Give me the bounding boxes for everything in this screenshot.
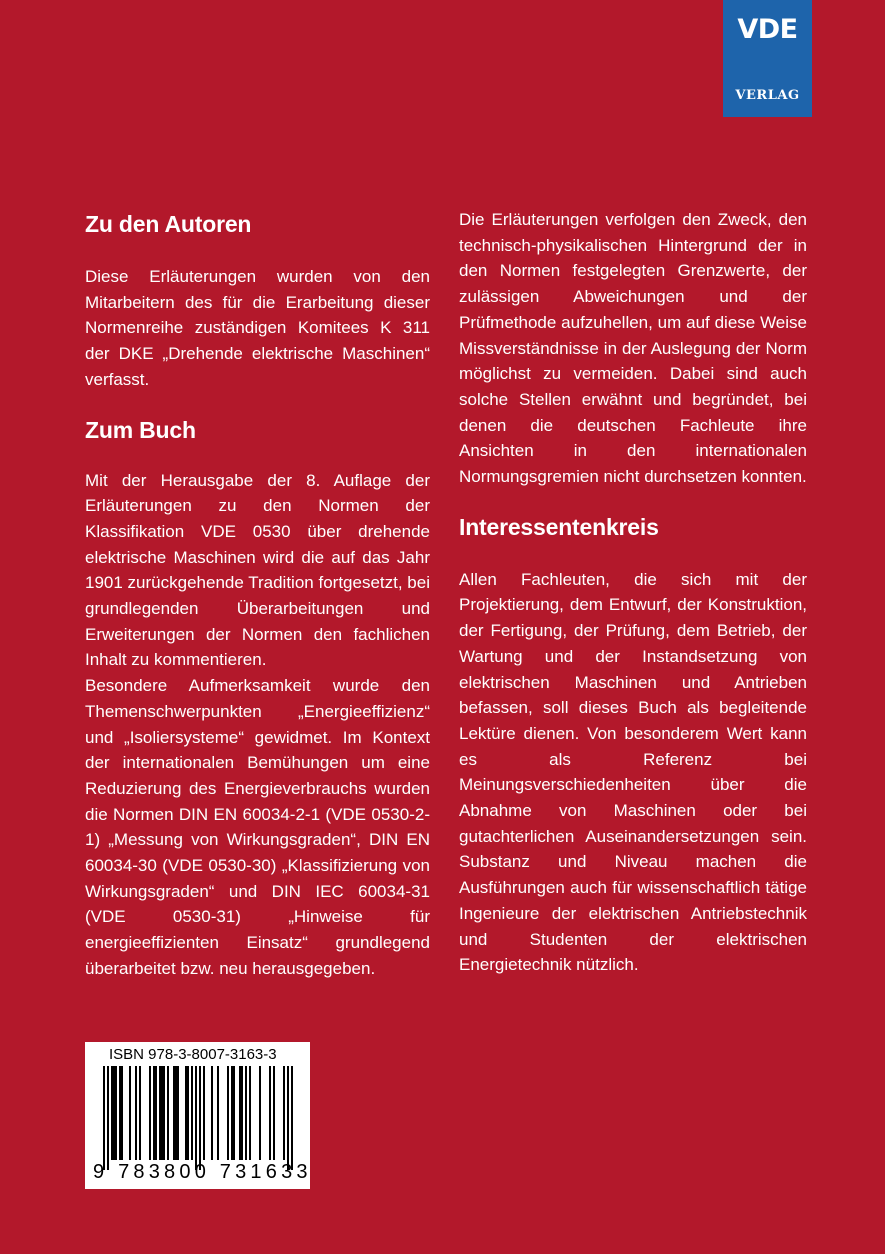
barcode-bar: [187, 1066, 189, 1160]
barcode-bar: [231, 1066, 233, 1160]
left-column: [85, 205, 430, 982]
barcode-bar: [113, 1066, 115, 1160]
barcode-bar: [217, 1066, 219, 1160]
right-column: [459, 207, 807, 978]
barcode-bar: [269, 1066, 271, 1160]
barcode-bar: [185, 1066, 187, 1160]
barcode-bar: [135, 1066, 137, 1160]
barcode-bar: [103, 1066, 105, 1170]
paragraph-buch-2: Besondere Aufmerksamkeit wurde den Themenschwerpunkten „Energieeffizienz“ und „Isoliersysteme“ gewidmet. Im Kontext der internationalen Bemühungen um eine Reduzierung des Energieverbrauchs wurden die Normen DIN EN 60034-2-1 (VDE 0530-2-1) „Messung von Wirkungsgraden“, DIN EN 60034-30 (VDE 0530-30) „Klassifizierung von Wirkungsgraden“ und DIN IEC 60034-31 (VDE 0530-31) „Hinweise für energieeffizienten Einsatz“ grundlegend überarbeitet bzw. neu herausgegeben.: [85, 676, 430, 978]
heading-zum-buch: Zum Buch: [85, 416, 196, 443]
barcode-bar: [119, 1066, 121, 1160]
barcode-bar: [167, 1066, 169, 1160]
paragraph-interessentenkreis: Allen Fachleuten, die sich mit der Projektierung, dem Entwurf, der Konstruktion, der Fertigung, der Prüfung, dem Betrieb, der Wartung und der Instandsetzung von elektrischen Maschinen und Antrieben befassen, soll dieses Buch als begleitende Lektüre dienen. Von besonderem Wert kann es als Referenz bei Meinungsverschiedenheiten über die Abnahme von Maschinen oder bei gutachterlichen Auseinandersetzungen sein. Substanz und Niveau machen die Ausführungen auch für wissenschaftlich tätige Ingenieure der elektrischen Antriebstechnik und Studenten der elektrischen Energietechnik nützlich.: [459, 569, 807, 975]
barcode-bar: [163, 1066, 165, 1160]
barcode-bar: [107, 1066, 109, 1170]
barcode-bar: [233, 1066, 235, 1160]
barcode-bar: [149, 1066, 151, 1160]
heading-interessentenkreis: Interessentenkreis: [459, 513, 659, 540]
barcode-bar: [249, 1066, 251, 1160]
barcode-bar: [129, 1066, 131, 1160]
barcode-bar: [199, 1066, 201, 1170]
barcode-bar: [191, 1066, 193, 1160]
barcode-bar: [175, 1066, 177, 1160]
vde-verlag-logo: [723, 0, 812, 117]
barcode-bar: [211, 1066, 213, 1160]
barcode-bar: [227, 1066, 229, 1160]
isbn-barcode: [85, 1042, 310, 1189]
barcode-bar: [121, 1066, 123, 1160]
barcode-bar: [161, 1066, 163, 1160]
logo-verlag-text: VERLAG: [735, 88, 800, 103]
barcode-bar: [241, 1066, 243, 1160]
logo-vde-text: VDE: [737, 14, 798, 45]
barcode-bar: [159, 1066, 161, 1160]
isbn-label: ISBN 978-3-8007-3163-3: [109, 1046, 277, 1063]
barcode-bar: [245, 1066, 247, 1160]
barcode-bar: [259, 1066, 261, 1160]
barcode-bar: [287, 1066, 289, 1170]
barcode-bar: [139, 1066, 141, 1160]
barcode-bar: [177, 1066, 179, 1160]
paragraph-erlaeuterungen: Die Erläuterungen verfolgen den Zweck, den technisch-physikalischen Hintergrund der in den Normen festgelegten Grenzwerte, der zulässigen Abweichungen und der Prüfmethode aufzuhellen, um auf diese Weise Missverständnisse in der Auslegung der Norm möglichst zu vermeiden. Dabei sind auch solche Stellen erwähnt und begründet, bei denen die deutschen Fachleute ihre Ansichten in den internationalen Normungsgremien nicht durchsetzen konnten.: [459, 210, 807, 487]
barcode-bar: [173, 1066, 175, 1160]
barcode-digits: 9 783800 731633: [93, 1161, 312, 1183]
barcode-bar: [283, 1066, 285, 1160]
barcode-bar: [153, 1066, 155, 1160]
barcode-bar: [291, 1066, 293, 1170]
paragraph-autoren: Diese Erläuterungen wurden von den Mitarbeitern des für die Erarbeitung dieser Normenreihe zuständigen Komitees K 311 der DKE „Drehende elektrische Maschinen“ verfasst.: [85, 267, 430, 389]
barcode-bar: [195, 1066, 197, 1170]
paragraph-buch-1: Mit der Herausgabe der 8. Auflage der Erläuterungen zu den Normen der Klassifikation VDE 0530 über drehende elektrische Maschinen wird die auf das Jahr 1901 zurückgehende Tradition fortgesetzt, bei grundlegenden Überarbeitungen und Erweiterungen der Normen den fachlichen Inhalt zu kommentieren.: [85, 470, 430, 670]
barcode-bar: [155, 1066, 157, 1160]
barcode-bar: [115, 1066, 117, 1160]
barcode-bar: [203, 1066, 205, 1160]
barcode-bar: [111, 1066, 113, 1160]
barcode-bar: [273, 1066, 275, 1160]
barcode-bar: [239, 1066, 241, 1160]
heading-zu-den-autoren: Zu den Autoren: [85, 211, 252, 237]
